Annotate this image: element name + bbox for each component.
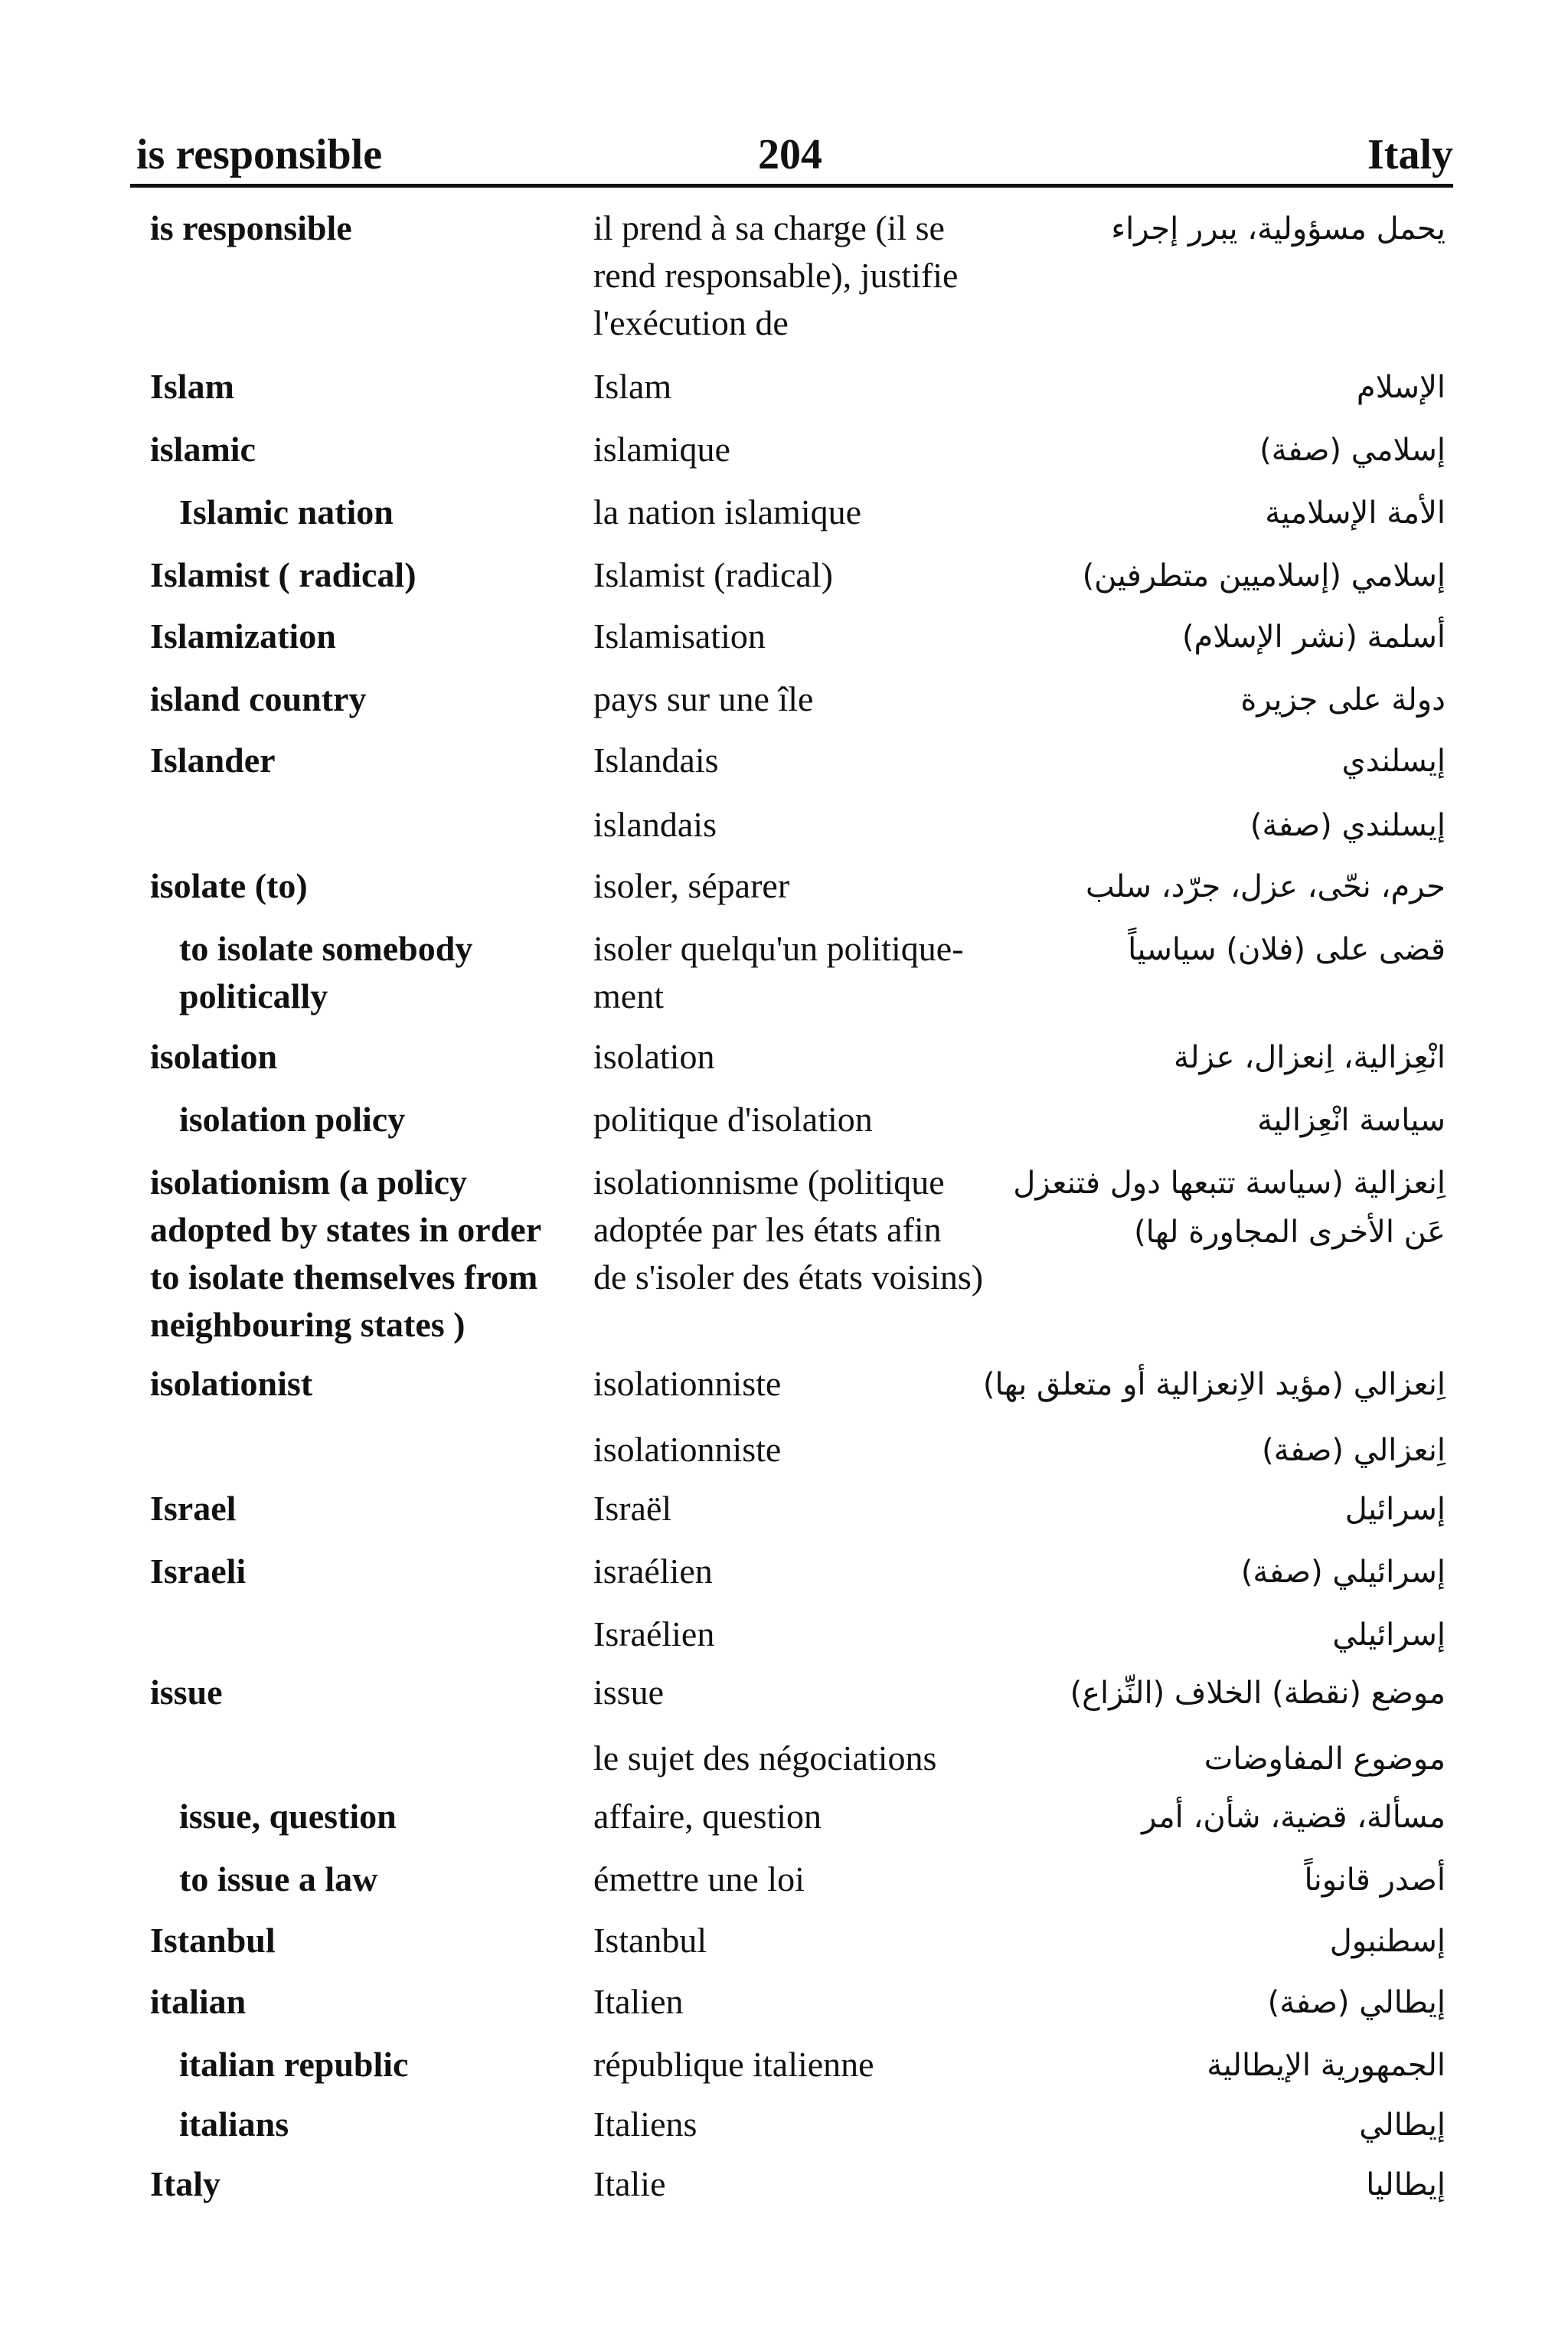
english-term: Italy (150, 2164, 220, 2203)
arabic-translation: يحمل مسؤولية، يبرر إجراء (1111, 211, 1446, 247)
english-term: Islamist ( radical) (150, 555, 416, 594)
french-translation: isoler quelqu'un politique- ment (593, 929, 964, 1015)
arabic-translation: موضع (نقطة) الخلاف (النِّزاع) (1070, 1676, 1446, 1711)
arabic-translation: اِنعزالي (مؤيد الاِنعزالية أو متعلق بها) (982, 1367, 1446, 1402)
english-term: Israeli (150, 1552, 247, 1591)
arabic-translation: إيطالي (1359, 2108, 1446, 2143)
arabic-translation: إسرائيلي (1332, 1617, 1446, 1653)
arabic-translation: إيطالي (صفة) (1267, 1985, 1446, 2020)
arabic-translation: سياسة انْعِزالية (1257, 1103, 1446, 1138)
french-translation: émettre une loi (593, 1859, 805, 1898)
arabic-translation: إيطاليا (1366, 2167, 1446, 2203)
arabic-translation: موضوع المفاوضات (1204, 1741, 1446, 1777)
arabic-translation: اِنعزالي (صفة) (1262, 1433, 1446, 1468)
french-translation: isoler, séparer (593, 866, 790, 905)
english-term: issue (150, 1673, 223, 1712)
french-translation: isolation (593, 1037, 715, 1076)
arabic-translation: دولة على جزيرة (1240, 682, 1446, 718)
english-term: Islam (150, 367, 234, 406)
french-translation: Italiens (593, 2104, 697, 2144)
french-translation: israélien (593, 1552, 713, 1591)
arabic-translation: قضى على (فلان) سياسياً (1128, 932, 1446, 967)
french-translation: Islam (593, 367, 672, 406)
french-translation: Israélien (593, 1614, 715, 1653)
english-term: italian republic (179, 2045, 409, 2084)
english-term: isolation (150, 1037, 278, 1076)
english-term: Islander (150, 741, 276, 780)
french-translation: isolationniste (593, 1430, 782, 1469)
arabic-translation: أسلمة (نشر الإسلام) (1181, 620, 1446, 655)
french-translation: il prend à sa charge (il se rend responsable), justifie l'exécution de (593, 208, 959, 342)
english-term: to isolate somebody politically (179, 929, 473, 1015)
french-translation: pays sur une île (593, 679, 814, 718)
header-rule (130, 184, 1453, 188)
french-translation: Islamist (radical) (593, 555, 833, 594)
french-translation: politique d'isolation (593, 1100, 873, 1139)
arabic-translation: الإسلام (1356, 370, 1446, 405)
french-translation: isolationnisme (politique adoptée par les états afin de s'isoler des états voisins) (593, 1163, 984, 1297)
arabic-translation: الأمة الإسلامية (1265, 495, 1446, 531)
english-term: issue, question (179, 1797, 397, 1836)
english-term: isolationist (150, 1364, 313, 1403)
arabic-translation: إسلامي (إسلاميين متطرفين) (1082, 558, 1446, 594)
french-translation: Italie (593, 2164, 666, 2203)
english-term: island country (150, 679, 367, 718)
running-head-last-entry: Italy (1367, 131, 1453, 178)
french-translation: affaire, question (593, 1797, 822, 1836)
arabic-translation: أصدر قانوناً (1304, 1862, 1446, 1898)
french-translation: islandais (593, 805, 717, 844)
page-number: 204 (758, 131, 822, 178)
english-term: isolation policy (179, 1100, 406, 1139)
french-translation: Israël (593, 1489, 672, 1528)
arabic-translation: إسطنبول (1329, 1924, 1446, 1959)
english-term: is responsible (150, 208, 352, 247)
running-head-first-entry: is responsible (136, 131, 383, 178)
arabic-translation: اِنعزالية (سياسة تتبعها دول فتنعزل عَن الأخرى المجاورة لها) (1013, 1166, 1446, 1250)
english-term: isolationism (a policy adopted by states in order to isolate themselves from neighbouring states ) (150, 1163, 542, 1344)
arabic-translation: إيسلندي (1341, 744, 1446, 779)
french-translation: Islandais (593, 741, 719, 780)
french-translation: Italien (593, 1982, 684, 2021)
english-term: Istanbul (150, 1921, 276, 1960)
french-translation: issue (593, 1673, 664, 1712)
arabic-translation: حرم، نحّى، عزل، جرّد، سلب (1086, 869, 1446, 904)
french-translation: Islamisation (593, 616, 766, 656)
french-translation: la nation islamique (593, 492, 862, 531)
arabic-translation: إسرائيلي (صفة) (1240, 1555, 1446, 1590)
arabic-translation: إسرائيل (1344, 1492, 1446, 1527)
english-term: islamic (150, 430, 256, 469)
french-translation: Istanbul (593, 1921, 707, 1960)
english-term: italian (150, 1982, 247, 2021)
french-translation: islamique (593, 430, 730, 469)
english-term: to issue a law (179, 1859, 378, 1898)
arabic-translation: مسألة، قضية، شأن، أمر (1142, 1800, 1446, 1835)
french-translation: république italienne (593, 2045, 874, 2084)
english-term: isolate (to) (150, 866, 308, 905)
english-term: italians (179, 2104, 289, 2144)
arabic-translation: الجمهورية الإيطالية (1207, 2048, 1446, 2083)
arabic-translation: انْعِزالية، اِنعزال، عزلة (1173, 1040, 1446, 1075)
arabic-translation: إيسلندي (صفة) (1250, 808, 1446, 843)
french-translation: le sujet des négociations (593, 1738, 937, 1777)
arabic-translation: إسلامي (صفة) (1259, 433, 1446, 468)
english-term: Islamization (150, 616, 336, 656)
french-translation: isolationniste (593, 1364, 782, 1403)
english-term: Islamic nation (179, 492, 394, 531)
english-term: Israel (150, 1489, 237, 1528)
